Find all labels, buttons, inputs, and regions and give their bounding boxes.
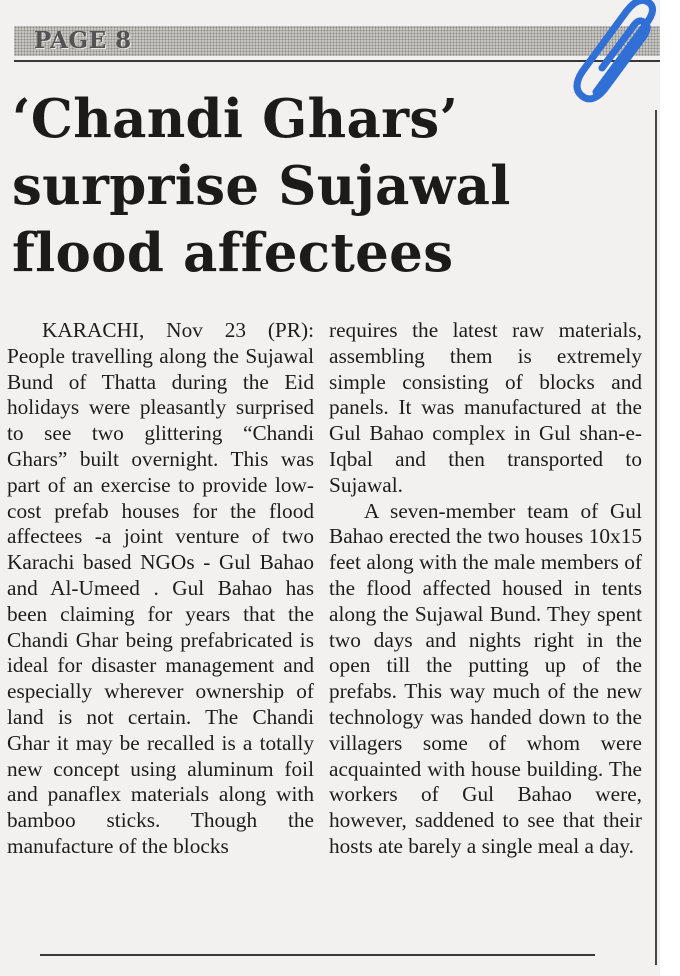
headline-line-2: surprise Sujawal	[12, 155, 511, 217]
page-number-label: PAGE 8	[34, 27, 132, 54]
headline-line-1: ‘Chandi Ghars’	[12, 88, 459, 150]
column-border-right	[655, 110, 657, 965]
article-headline	[12, 86, 652, 287]
article-column-left	[7, 318, 314, 860]
article-paragraph: A seven-member team of Gul Bahao erected the two houses 10x15 feet along with the male members of the flood affected housed in tents along the Sujawal Bund. They spent two days and nights right in the open till the putting up of the prefabs. This way much of the new technology was handed down to the villagers some of whom were acquainted with house building. The workers of Gul Bahao were, however, saddened to see that their hosts ate barely a single meal a day.	[329, 498, 642, 858]
article-column-right	[329, 318, 642, 860]
headline-line-3: flood affectees	[12, 222, 454, 284]
paperclip-icon	[560, 0, 678, 112]
article-paragraph: KARACHI, Nov 23 (PR): People travelling along the Sujawal Bund of Thatta during the Eid holidays were pleasantly surprised to see two glittering “Chandi Ghars” built overnight. This was part of an exercise to provide low-cost prefab houses for the flood affectees -a joint venture of two Karachi based NGOs - Gul Bahao and Al-Umeed . Gul Bahao has been claiming for years that the Chandi Ghar being prefabricated is ideal for disaster management and especially wherever ownership of land is not certain. The Chandi Ghar it may be recalled is a totally new concept using aluminum foil and panaflex materials along with bamboo sticks. Though the manufacture of the blocks	[7, 318, 314, 858]
article-paragraph: requires the latest raw materials, assembling them is extremely simple consisting of blocks and panels. It was manufactured at the Gul Bahao complex in Gul shan-e-Iqbal and then transported to Sujawal.	[329, 318, 642, 497]
footer-divider	[40, 954, 595, 956]
